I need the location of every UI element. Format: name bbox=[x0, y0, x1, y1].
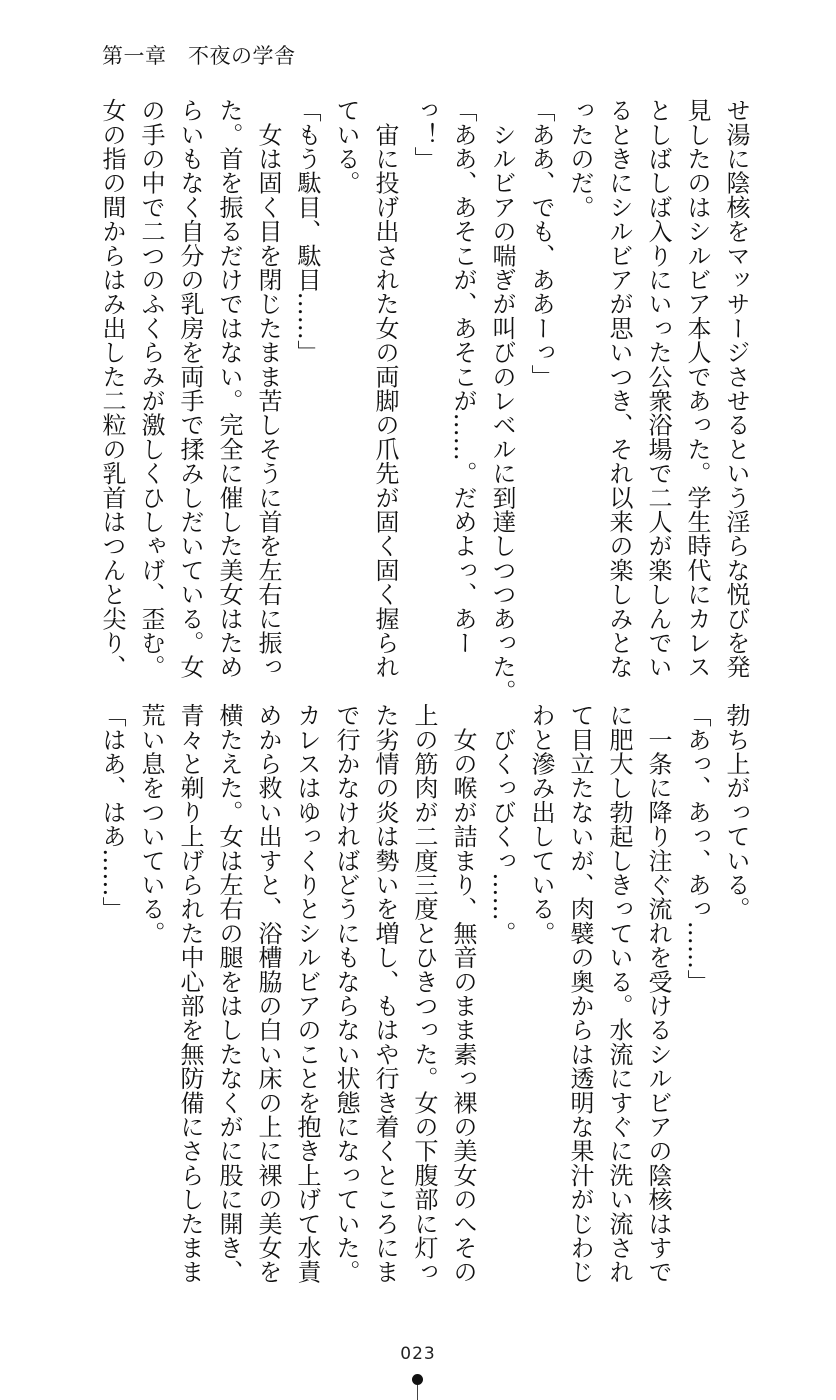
chapter-header: 第一章 不夜の学舎 bbox=[102, 44, 296, 68]
text-column: て目立たないが、肉襞の奥からは透明な果汁がじわじ bbox=[566, 703, 594, 1284]
text-column: びくっびくっ……。 bbox=[488, 703, 516, 945]
text-column: で行かなければどうにもならない状態になっていた。 bbox=[332, 703, 360, 1284]
text-column: 青々と剃り上げられた中心部を無防備にさらしたまま bbox=[176, 703, 204, 1284]
text-column: 「あっ、あっ、あっ……」 bbox=[683, 703, 711, 994]
text-column: 女の喉が詰まり、無音のまま素っ裸の美女のへその bbox=[449, 703, 477, 1284]
text-column: 勃ち上がっている。 bbox=[722, 703, 750, 921]
text-column: めから救い出すと、浴槽脇の白い床の上に裸の美女を bbox=[254, 703, 282, 1284]
text-column: 上の筋肉が二度三度とひきつった。女の下腹部に灯っ bbox=[410, 703, 438, 1284]
text-column: るときにシルビアが思いつき、それ以来の楽しみとな bbox=[605, 98, 633, 679]
text-column: た。首を振るだけではない。完全に催した美女はため bbox=[215, 98, 243, 679]
page-marker-dot bbox=[412, 1374, 423, 1385]
text-column: 「はあ、はあ……」 bbox=[98, 703, 126, 921]
text-column: 見したのはシルビア本人であった。学生時代にカレス bbox=[683, 98, 711, 679]
text-column: 女は固く目を閉じたまま苦しそうに首を左右に振っ bbox=[254, 98, 282, 679]
text-column: 一条に降り注ぐ流れを受けるシルビアの陰核はすで bbox=[644, 703, 672, 1284]
text-block-top bbox=[92, 98, 755, 703]
text-column: っ！」 bbox=[410, 98, 438, 171]
page-number: 023 bbox=[400, 1344, 436, 1364]
text-column: らいもなく自分の乳房を両手で揉みしだいている。女 bbox=[176, 98, 204, 679]
text-column: の手の中で二つのふくらみが激しくひしゃげ、歪む。 bbox=[137, 98, 165, 679]
text-column: 「もう駄目、駄目……」 bbox=[293, 98, 321, 365]
page-marker-line bbox=[417, 1385, 418, 1400]
text-column: わと滲み出している。 bbox=[527, 703, 555, 945]
text-column: ったのだ。 bbox=[566, 98, 594, 219]
text-column: 「ああ、あそこが、あそこが……。だめよっ、あー bbox=[449, 98, 477, 655]
text-column: 「ああ、でも、ああーっ」 bbox=[527, 98, 555, 389]
text-block-bottom bbox=[92, 703, 755, 1293]
text-column: としばしば入りにいった公衆浴場で二人が楽しんでい bbox=[644, 98, 672, 679]
text-column: 女の指の間からはみ出した二粒の乳首はつんと尖り、 bbox=[98, 98, 126, 679]
text-column: 宙に投げ出された女の両脚の爪先が固く固く握られ bbox=[371, 98, 399, 679]
text-column: 荒い息をついている。 bbox=[137, 703, 165, 945]
text-column: 横たえた。女は左右の腿をはしたなくがに股に開き、 bbox=[215, 703, 243, 1284]
text-column: シルビアの喘ぎが叫びのレベルに到達しつつあった。 bbox=[488, 98, 516, 703]
text-column: た劣情の炎は勢いを増し、もはや行き着くところにま bbox=[371, 703, 399, 1284]
text-column: カレスはゆっくりとシルビアのことを抱き上げて水責 bbox=[293, 703, 321, 1284]
text-column: ている。 bbox=[332, 98, 360, 195]
text-column: せ湯に陰核をマッサージさせるという淫らな悦びを発 bbox=[722, 98, 750, 679]
text-column: に肥大し勃起しきっている。水流にすぐに洗い流され bbox=[605, 703, 633, 1284]
